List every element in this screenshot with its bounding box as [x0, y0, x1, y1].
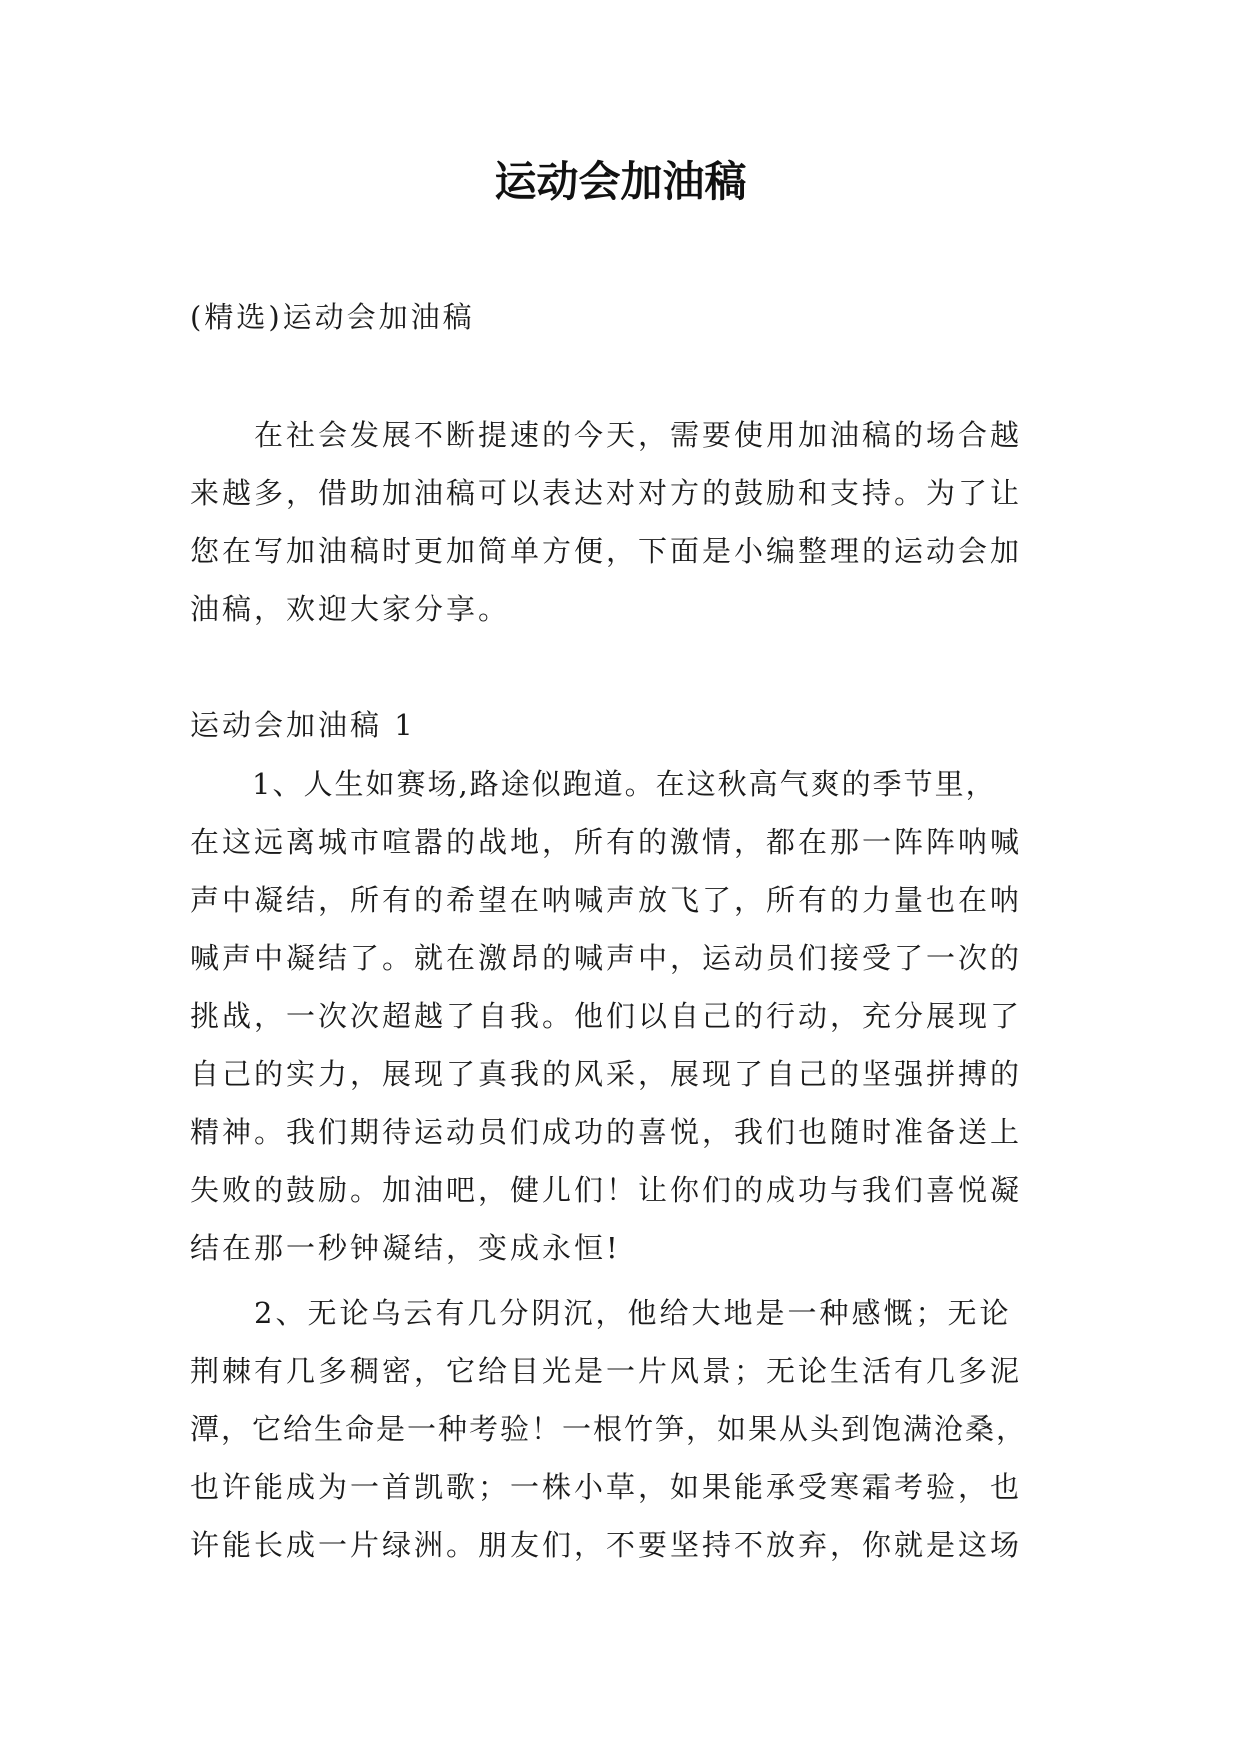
document-title: 运动会加油稿 — [494, 157, 747, 206]
section-heading-text: 运动会加油稿 1 — [190, 708, 416, 742]
paragraph-line: 自己的实力，展现了真我的风采，展现了自己的坚强拼搏的 — [190, 1057, 1023, 1091]
document-subtitle — [190, 288, 1050, 346]
paragraph-1 — [190, 755, 1050, 1277]
intro-paragraph — [190, 406, 1050, 638]
intro-line: 来越多，借助加油稿可以表达对对方的鼓励和支持。为了让 — [190, 476, 1023, 510]
paragraph-line: 荆棘有几多稠密，它给目光是一片风景；无论生活有几多泥 — [190, 1354, 1023, 1388]
paragraph-line: 许能长成一片绿洲。朋友们，不要坚持不放弃，你就是这场 — [190, 1528, 1023, 1562]
section-heading — [190, 696, 1050, 754]
paragraph-line: 2、无论乌云有几分阴沉，他给大地是一种感慨；无论 — [190, 1296, 1012, 1330]
paragraph-line: 喊声中凝结了。就在激昂的喊声中，运动员们接受了一次的 — [190, 941, 1023, 975]
paragraph-line: 结在那一秒钟凝结，变成永恒! — [190, 1231, 621, 1265]
paragraph-line: 精神。我们期待运动员们成功的喜悦，我们也随时准备送上 — [190, 1115, 1023, 1149]
intro-line: 在社会发展不断提速的今天，需要使用加油稿的场合越 — [190, 418, 1023, 452]
paragraph-line: 挑战，一次次超越了自我。他们以自己的行动，充分展现了 — [190, 999, 1023, 1033]
intro-line: 油稿，欢迎大家分享。 — [190, 592, 511, 626]
paragraph-line: 1、人生如赛场,路途似跑道。在这秋高气爽的季节里， — [190, 767, 997, 801]
paragraph-line: 在这远离城市喧嚣的战地，所有的激情，都在那一阵阵呐喊 — [190, 825, 1023, 859]
paragraph-2 — [190, 1284, 1050, 1574]
paragraph-line: 失败的鼓励。加油吧，健儿们！让你们的成功与我们喜悦凝 — [190, 1173, 1023, 1207]
paragraph-line: 也许能成为一首凯歌；一株小草，如果能承受寒霜考验，也 — [190, 1470, 1023, 1504]
paragraph-line: 声中凝结，所有的希望在呐喊声放飞了，所有的力量也在呐 — [190, 883, 1023, 917]
paragraph-line: 潭，它给生命是一种考验！一根竹笋，如果从头到饱满沧桑， — [190, 1412, 1028, 1446]
subtitle-line: (精选)运动会加油稿 — [190, 300, 475, 334]
intro-line: 您在写加油稿时更加简单方便，下面是小编整理的运动会加 — [190, 534, 1023, 568]
